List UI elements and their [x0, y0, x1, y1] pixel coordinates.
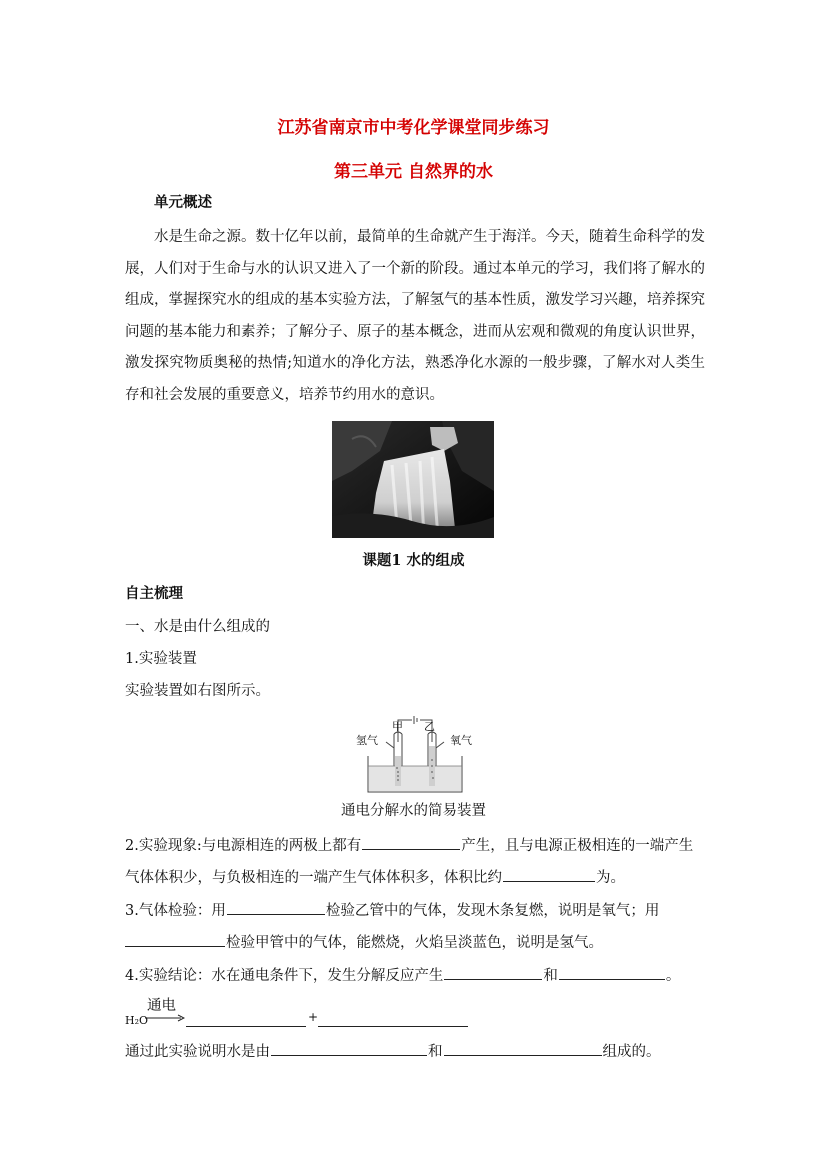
tube-a-label: 甲 — [392, 720, 403, 733]
apparatus-caption: 通电分解水的简易装置 — [341, 803, 486, 819]
overview-text: 水是生命之源。数十亿年以前，最简单的生命就产生于海洋。今天，随着生命科学的发展，人们对于生命与水的认识又进入了一个新的阶段。通过本单元的学习，我们将了解水的组成，掌握探究水的组成的基本实验方法，了解氢气的基本性质，激发学习兴趣，培养探究问题的基本能力和素养；了解分子、原子的基本概念，进而从宏观和微观的角度认识世界，激发探究物质奥秘的热情;知道水的净化方法，熟悉净化水源的一般步骤，了解水对人类生存和社会发展的重要意义，培养节约用水的意识。 — [125, 229, 705, 403]
item-2-text-d: 为。 — [596, 870, 625, 886]
blank-equation-product-2[interactable] — [318, 1012, 468, 1027]
item-2-text-a: 2.实验现象:与电源相连的两极上都有 — [125, 838, 362, 854]
blank-element-1[interactable] — [271, 1041, 427, 1056]
blank-product-2[interactable] — [559, 965, 665, 980]
blank-oxygen-test[interactable] — [227, 900, 325, 915]
blank-product-1[interactable] — [444, 965, 542, 980]
item-3-text-b: 检验乙管中的气体，发现木条复燃，说明是氧气；用 — [325, 903, 660, 919]
section-heading: 自主梳理 — [125, 585, 183, 602]
waterfall-photo — [332, 421, 494, 538]
conclusion-text-b: 和 — [428, 1044, 443, 1060]
blank-equation-product-1[interactable] — [186, 1012, 306, 1027]
conclusion-line — [125, 1040, 661, 1061]
blank-hydrogen-test[interactable] — [125, 932, 225, 947]
item-3-text-c: 检验甲管中的气体，能燃烧，火焰呈淡蓝色，说明是氢气。 — [226, 935, 603, 951]
item-2-line-2 — [125, 866, 625, 887]
blank-volume-ratio[interactable] — [503, 867, 595, 882]
tube-b-label: 乙 — [424, 720, 435, 733]
item-4-text-c: 。 — [665, 968, 681, 984]
overview-paragraph — [125, 222, 705, 412]
conclusion-text-c: 组成的。 — [602, 1044, 661, 1060]
item-4-text-b: 和 — [543, 968, 558, 984]
electrolysis-apparatus — [356, 712, 474, 794]
equation-condition: 通电 — [147, 998, 176, 1014]
unit-title: 第三单元 自然界的水 — [334, 162, 493, 182]
hydrogen-label: 氢气 — [356, 734, 378, 747]
item-2-line-1 — [125, 834, 693, 855]
document-title: 江苏省南京市中考化学课堂同步练习 — [277, 118, 550, 138]
conclusion-text-a: 通过此实验说明水是由 — [125, 1044, 270, 1060]
overview-heading: 单元概述 — [154, 194, 212, 211]
reaction-arrow-icon — [145, 1014, 185, 1022]
item-3-text-a: 3.气体检验：用 — [125, 903, 226, 919]
electrolysis-equation — [125, 996, 485, 1030]
blank-element-2[interactable] — [444, 1041, 602, 1056]
item-4-line — [125, 964, 680, 985]
item-3-line-1 — [125, 899, 659, 920]
equation-reactant: H₂O — [125, 1014, 149, 1027]
blank-gas-bubbles[interactable] — [362, 835, 460, 850]
item-4-text-a: 4.实验结论：水在通电条件下，发生分解反应产生 — [125, 968, 444, 984]
item-2-text-b: 产生，且与电源正极相连的一端产生 — [461, 838, 694, 854]
item-2-text-c: 气体体积少，与负极相连的一端产生气体体积多，体积比约 — [125, 870, 502, 886]
question-1: 一、水是由什么组成的 — [125, 619, 270, 635]
equation-plus: + — [308, 1010, 319, 1024]
item-1-title: 1.实验装置 — [125, 651, 197, 667]
oxygen-label: 氧气 — [450, 734, 472, 747]
item-3-line-2 — [125, 931, 603, 952]
lesson-title: 课题1 水的组成 — [362, 552, 465, 569]
item-1-text: 实验装置如右图所示。 — [125, 683, 270, 699]
